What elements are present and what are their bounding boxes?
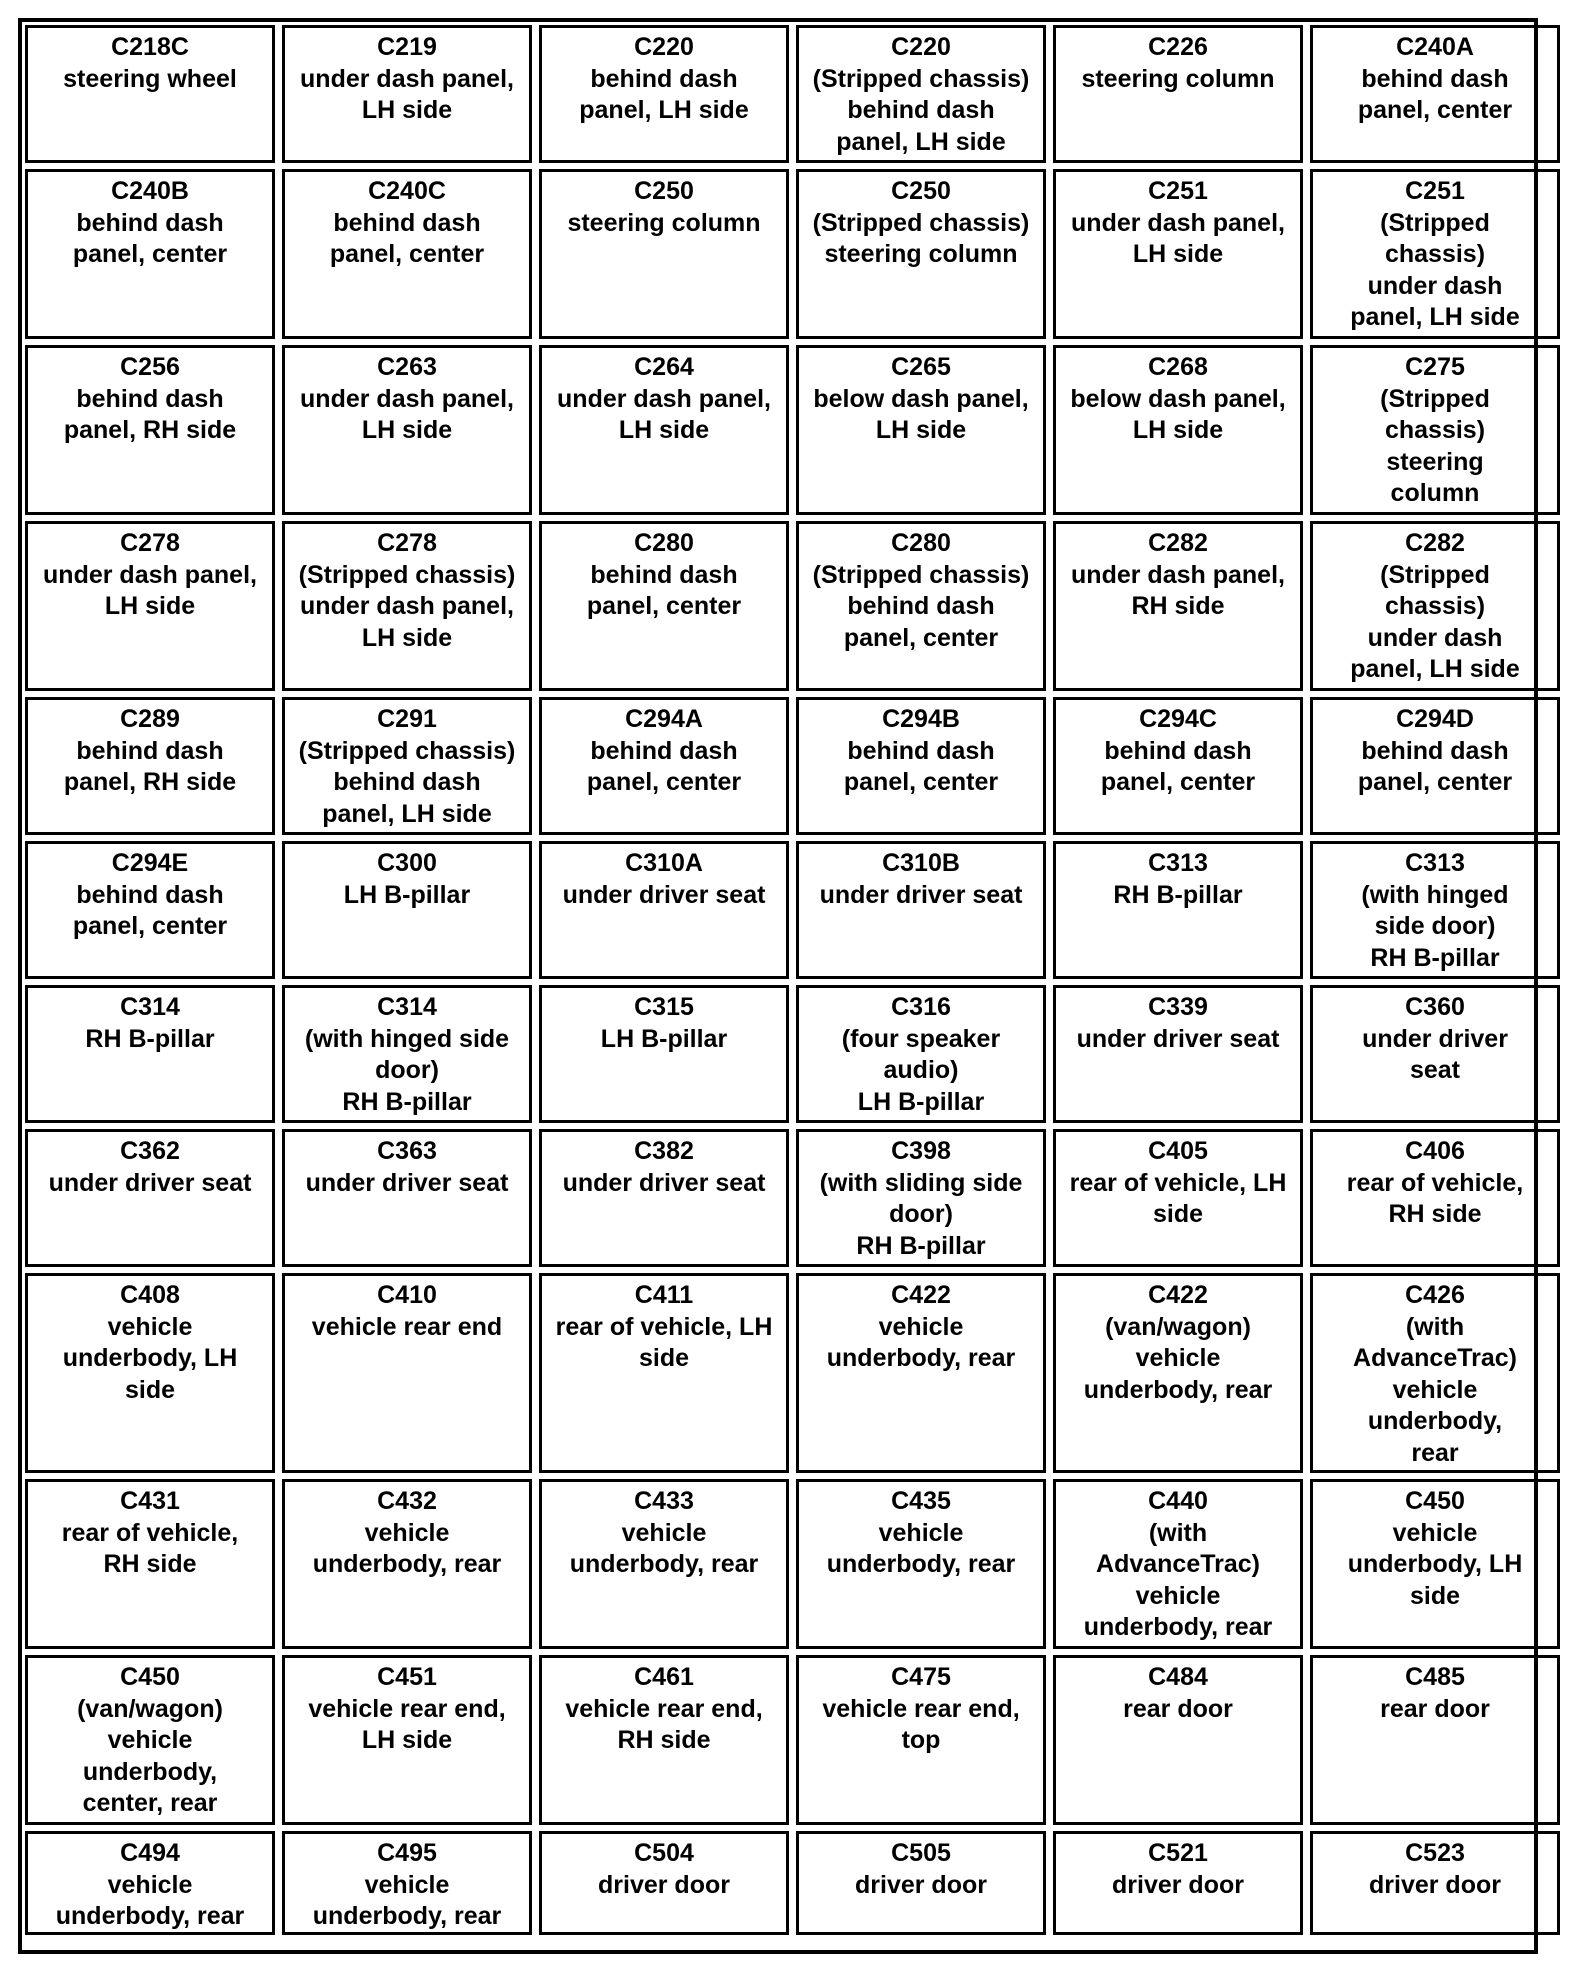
connector-location: behind dash panel, center bbox=[1357, 64, 1513, 124]
connector-location: (Stripped chassis) under dash panel, LH side bbox=[1350, 208, 1520, 331]
connector-id: C280 bbox=[634, 529, 694, 557]
connector-cell bbox=[539, 1479, 789, 1649]
connector-id: C294E bbox=[111, 849, 189, 877]
connector-id: C265 bbox=[891, 353, 951, 381]
connector-id: C282 bbox=[1148, 529, 1208, 557]
connector-cell bbox=[1053, 841, 1303, 979]
connector-id: C294A bbox=[625, 705, 703, 733]
connector-cell bbox=[1053, 1129, 1303, 1267]
connector-cell bbox=[796, 697, 1046, 835]
connector-location: under driver seat bbox=[562, 880, 766, 909]
connector-location: driver door bbox=[855, 1870, 987, 1899]
connector-id: C314 bbox=[120, 993, 180, 1021]
connector-cell bbox=[539, 1831, 789, 1935]
connector-location: RH B-pillar bbox=[1113, 880, 1243, 909]
connector-id: C440 bbox=[1148, 1487, 1208, 1515]
connector-location: steering wheel bbox=[63, 64, 237, 93]
connector-location: behind dash panel, center bbox=[329, 208, 485, 268]
connector-cell bbox=[539, 25, 789, 163]
connector-cell bbox=[25, 841, 275, 979]
connector-cell bbox=[25, 1479, 275, 1649]
connector-cell bbox=[796, 841, 1046, 979]
connector-cell bbox=[282, 25, 532, 163]
connector-location: under driver seat bbox=[305, 1168, 509, 1197]
connector-location: vehicle underbody, rear bbox=[312, 1870, 502, 1930]
connector-id: C313 bbox=[1148, 849, 1208, 877]
connector-location: under dash panel, LH side bbox=[1071, 208, 1285, 268]
connector-cell bbox=[282, 985, 532, 1123]
connector-location: LH B-pillar bbox=[343, 880, 471, 909]
connector-cell bbox=[796, 1831, 1046, 1935]
connector-cell bbox=[796, 985, 1046, 1123]
connector-id: C475 bbox=[891, 1663, 951, 1691]
connector-cell bbox=[1310, 25, 1560, 163]
connector-id: C220 bbox=[891, 33, 951, 61]
connector-location: behind dash panel, center bbox=[843, 736, 999, 796]
connector-cell bbox=[1053, 1655, 1303, 1825]
connector-id: C362 bbox=[120, 1137, 180, 1165]
connector-id: C251 bbox=[1405, 177, 1465, 205]
connector-id: C408 bbox=[120, 1281, 180, 1309]
connector-location: under driver seat bbox=[1076, 1024, 1280, 1053]
connector-id: C435 bbox=[891, 1487, 951, 1515]
connector-id: C521 bbox=[1148, 1839, 1208, 1867]
connector-cell bbox=[25, 985, 275, 1123]
connector-cell bbox=[282, 521, 532, 691]
connector-location: below dash panel, LH side bbox=[813, 384, 1029, 444]
connector-id: C523 bbox=[1405, 1839, 1465, 1867]
connector-id: C485 bbox=[1405, 1663, 1465, 1691]
connector-location: (van/wagon) vehicle underbody, center, rear bbox=[77, 1694, 223, 1817]
connector-cell bbox=[282, 1273, 532, 1473]
connector-cell bbox=[25, 1129, 275, 1267]
connector-location: vehicle underbody, rear bbox=[826, 1518, 1016, 1578]
connector-location: under dash panel, LH side bbox=[557, 384, 771, 444]
connector-location: vehicle underbody, rear bbox=[826, 1312, 1016, 1372]
connector-id: C360 bbox=[1405, 993, 1465, 1021]
connector-id: C451 bbox=[377, 1663, 437, 1691]
connector-cell bbox=[282, 1129, 532, 1267]
connector-cell bbox=[25, 25, 275, 163]
connector-location: (Stripped chassis) steering column bbox=[812, 208, 1030, 268]
connector-location: behind dash panel, RH side bbox=[63, 384, 237, 444]
connector-id: C314 bbox=[377, 993, 437, 1021]
connector-cell bbox=[1310, 1655, 1560, 1825]
connector-location: steering column bbox=[1081, 64, 1275, 93]
connector-location: vehicle underbody, rear bbox=[569, 1518, 759, 1578]
connector-cell bbox=[1053, 521, 1303, 691]
connector-id: C433 bbox=[634, 1487, 694, 1515]
connector-cell bbox=[796, 1129, 1046, 1267]
connector-location: driver door bbox=[598, 1870, 730, 1899]
connector-id: C294D bbox=[1396, 705, 1474, 733]
connector-id: C450 bbox=[120, 1663, 180, 1691]
connector-id: C422 bbox=[1148, 1281, 1208, 1309]
connector-location: rear door bbox=[1380, 1694, 1490, 1723]
connector-id: C432 bbox=[377, 1487, 437, 1515]
connector-cell bbox=[282, 1831, 532, 1935]
connector-location: vehicle rear end bbox=[311, 1312, 503, 1341]
connector-cell bbox=[796, 1273, 1046, 1473]
connector-location: under driver seat bbox=[48, 1168, 252, 1197]
connector-cell bbox=[796, 345, 1046, 515]
connector-cell bbox=[1310, 169, 1560, 339]
connector-cell bbox=[539, 169, 789, 339]
connector-id: C240B bbox=[111, 177, 189, 205]
connector-id: C313 bbox=[1405, 849, 1465, 877]
connector-cell bbox=[1053, 1831, 1303, 1935]
connector-location: rear of vehicle, LH side bbox=[555, 1312, 773, 1372]
connector-cell bbox=[1053, 25, 1303, 163]
connector-location: (Stripped chassis) steering column bbox=[1380, 384, 1490, 507]
connector-id: C316 bbox=[891, 993, 951, 1021]
connector-cell bbox=[796, 521, 1046, 691]
connector-cell bbox=[25, 1273, 275, 1473]
connector-cell bbox=[282, 697, 532, 835]
connector-cell bbox=[282, 1655, 532, 1825]
connector-location: behind dash panel, center bbox=[586, 736, 742, 796]
connector-location: (with AdvanceTrac) vehicle underbody, rear bbox=[1353, 1312, 1517, 1467]
connector-location: (with hinged side door) RH B-pillar bbox=[304, 1024, 510, 1116]
connector-id: C410 bbox=[377, 1281, 437, 1309]
connector-location: LH B-pillar bbox=[600, 1024, 728, 1053]
connector-id: C339 bbox=[1148, 993, 1208, 1021]
connector-cell bbox=[1053, 1479, 1303, 1649]
connector-cell bbox=[539, 1129, 789, 1267]
connector-location: (Stripped chassis) behind dash panel, center bbox=[812, 560, 1030, 652]
connector-location: (with AdvanceTrac) vehicle underbody, rear bbox=[1083, 1518, 1273, 1641]
connector-id: C426 bbox=[1405, 1281, 1465, 1309]
connector-location: behind dash panel, LH side bbox=[579, 64, 749, 124]
connector-cell bbox=[796, 1479, 1046, 1649]
connector-id: C398 bbox=[891, 1137, 951, 1165]
connector-id: C495 bbox=[377, 1839, 437, 1867]
connector-cell bbox=[1310, 1273, 1560, 1473]
connector-location: (with hinged side door) RH B-pillar bbox=[1361, 880, 1509, 972]
connector-cell bbox=[1310, 697, 1560, 835]
connector-cell bbox=[25, 1655, 275, 1825]
connector-id: C275 bbox=[1405, 353, 1465, 381]
connector-cell bbox=[539, 345, 789, 515]
connector-cell bbox=[1053, 697, 1303, 835]
connector-id: C226 bbox=[1148, 33, 1208, 61]
connector-location: under dash panel, RH side bbox=[1071, 560, 1285, 620]
connector-cell bbox=[25, 169, 275, 339]
connector-id: C294B bbox=[882, 705, 960, 733]
connector-cell bbox=[539, 985, 789, 1123]
connector-location: (with sliding side door) RH B-pillar bbox=[819, 1168, 1023, 1260]
connector-location: (four speaker audio) LH B-pillar bbox=[841, 1024, 1001, 1116]
connector-id: C294C bbox=[1139, 705, 1217, 733]
connector-cell bbox=[1053, 345, 1303, 515]
connector-location: vehicle underbody, LH side bbox=[1347, 1518, 1523, 1610]
connector-location: driver door bbox=[1369, 1870, 1501, 1899]
connector-location: under driver seat bbox=[819, 880, 1023, 909]
connector-location: (Stripped chassis) under dash panel, LH side bbox=[298, 560, 516, 652]
connector-location: vehicle underbody, LH side bbox=[62, 1312, 238, 1404]
connector-location: rear of vehicle, LH side bbox=[1069, 1168, 1287, 1228]
connector-location: under dash panel, LH side bbox=[300, 384, 514, 444]
connector-location: behind dash panel, RH side bbox=[63, 736, 237, 796]
connector-location: under dash panel, LH side bbox=[43, 560, 257, 620]
connector-id: C278 bbox=[120, 529, 180, 557]
connector-location: rear of vehicle, RH side bbox=[61, 1518, 239, 1578]
connector-cell bbox=[282, 169, 532, 339]
connector-location: under dash panel, LH side bbox=[300, 64, 514, 124]
connector-id: C251 bbox=[1148, 177, 1208, 205]
connector-cell bbox=[1053, 1273, 1303, 1473]
connector-id: C505 bbox=[891, 1839, 951, 1867]
connector-id: C363 bbox=[377, 1137, 437, 1165]
connector-id: C405 bbox=[1148, 1137, 1208, 1165]
connector-location: behind dash panel, center bbox=[72, 208, 228, 268]
connector-id: C268 bbox=[1148, 353, 1208, 381]
connector-id: C461 bbox=[634, 1663, 694, 1691]
connector-id: C411 bbox=[634, 1281, 694, 1309]
connector-id: C422 bbox=[891, 1281, 951, 1309]
connector-cell bbox=[796, 25, 1046, 163]
connector-location: rear of vehicle, RH side bbox=[1346, 1168, 1524, 1228]
connector-cell bbox=[1310, 841, 1560, 979]
connector-cell bbox=[1310, 521, 1560, 691]
connector-cell bbox=[1310, 1129, 1560, 1267]
connector-location: vehicle underbody, rear bbox=[55, 1870, 245, 1930]
connector-id: C218C bbox=[111, 33, 189, 61]
connector-id: C484 bbox=[1148, 1663, 1208, 1691]
connector-location: rear door bbox=[1123, 1694, 1233, 1723]
connector-location: under driver seat bbox=[1362, 1024, 1508, 1084]
connector-location-table bbox=[18, 18, 1538, 1954]
connector-id: C291 bbox=[377, 705, 437, 733]
connector-cell bbox=[539, 521, 789, 691]
connector-cell bbox=[1053, 169, 1303, 339]
connector-cell bbox=[1310, 985, 1560, 1123]
connector-location: behind dash panel, center bbox=[1357, 736, 1513, 796]
connector-location: behind dash panel, center bbox=[1100, 736, 1256, 796]
connector-location: driver door bbox=[1112, 1870, 1244, 1899]
connector-location: behind dash panel, center bbox=[72, 880, 228, 940]
connector-cell bbox=[796, 169, 1046, 339]
connector-cell bbox=[1310, 345, 1560, 515]
connector-id: C300 bbox=[377, 849, 437, 877]
connector-location: vehicle rear end, LH side bbox=[308, 1694, 506, 1754]
connector-id: C263 bbox=[377, 353, 437, 381]
connector-id: C278 bbox=[377, 529, 437, 557]
connector-location: RH B-pillar bbox=[85, 1024, 215, 1053]
connector-id: C282 bbox=[1405, 529, 1465, 557]
connector-cell bbox=[25, 1831, 275, 1935]
connector-id: C256 bbox=[120, 353, 180, 381]
connector-location: behind dash panel, center bbox=[586, 560, 742, 620]
connector-location: vehicle underbody, rear bbox=[312, 1518, 502, 1578]
connector-cell bbox=[25, 697, 275, 835]
connector-location: (Stripped chassis) under dash panel, LH side bbox=[1350, 560, 1520, 683]
connector-id: C406 bbox=[1405, 1137, 1465, 1165]
connector-id: C219 bbox=[377, 33, 437, 61]
connector-id: C250 bbox=[891, 177, 951, 205]
connector-id: C494 bbox=[120, 1839, 180, 1867]
connector-id: C240A bbox=[1396, 33, 1474, 61]
connector-id: C220 bbox=[634, 33, 694, 61]
connector-cell bbox=[539, 1655, 789, 1825]
connector-location: (van/wagon) vehicle underbody, rear bbox=[1083, 1312, 1273, 1404]
connector-id: C240C bbox=[368, 177, 446, 205]
connector-id: C310B bbox=[882, 849, 960, 877]
connector-cell bbox=[1310, 1831, 1560, 1935]
connector-id: C280 bbox=[891, 529, 951, 557]
connector-id: C315 bbox=[634, 993, 694, 1021]
connector-cell bbox=[282, 841, 532, 979]
connector-cell bbox=[1053, 985, 1303, 1123]
connector-id: C382 bbox=[634, 1137, 694, 1165]
connector-location: below dash panel, LH side bbox=[1070, 384, 1286, 444]
connector-cell bbox=[539, 1273, 789, 1473]
connector-id: C264 bbox=[634, 353, 694, 381]
connector-cell bbox=[282, 345, 532, 515]
connector-location: vehicle rear end, RH side bbox=[565, 1694, 763, 1754]
connector-cell bbox=[539, 841, 789, 979]
connector-location: under driver seat bbox=[562, 1168, 766, 1197]
connector-cell bbox=[1310, 1479, 1560, 1649]
connector-cell bbox=[539, 697, 789, 835]
connector-cell bbox=[25, 345, 275, 515]
connector-cell bbox=[282, 1479, 532, 1649]
connector-location: steering column bbox=[567, 208, 761, 237]
connector-cell bbox=[796, 1655, 1046, 1825]
connector-location: (Stripped chassis) behind dash panel, LH side bbox=[812, 64, 1030, 156]
connector-id: C310A bbox=[625, 849, 703, 877]
connector-id: C504 bbox=[634, 1839, 694, 1867]
connector-id: C450 bbox=[1405, 1487, 1465, 1515]
connector-location: (Stripped chassis) behind dash panel, LH side bbox=[298, 736, 516, 828]
connector-id: C431 bbox=[120, 1487, 180, 1515]
connector-location: vehicle rear end, top bbox=[822, 1694, 1020, 1754]
connector-id: C250 bbox=[634, 177, 694, 205]
connector-cell bbox=[25, 521, 275, 691]
connector-id: C289 bbox=[120, 705, 180, 733]
